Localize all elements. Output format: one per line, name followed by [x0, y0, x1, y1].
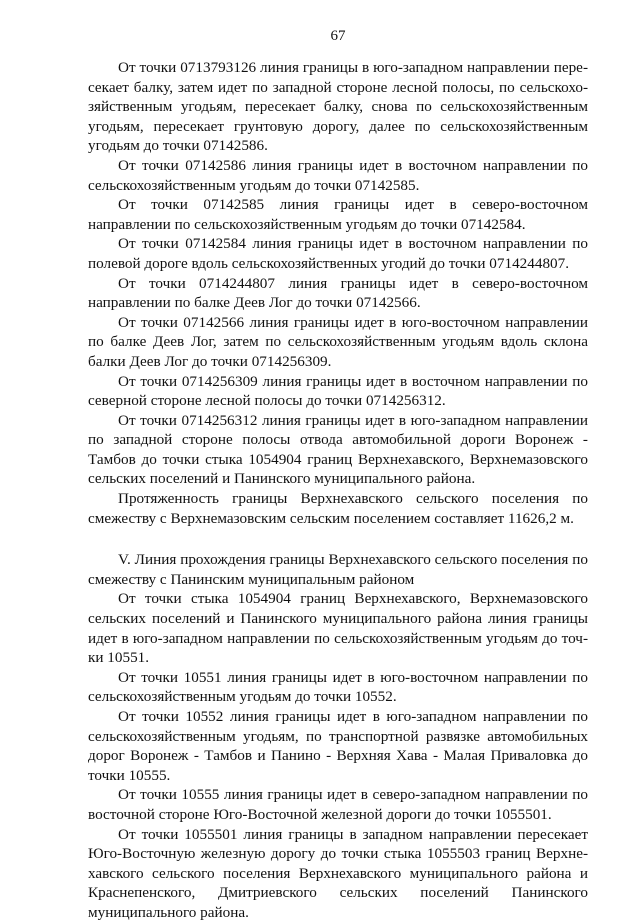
paragraph-top-4: От точки 07142584 линия границы идет в восточном направлении по полевой дороге вдоль сельскохозяйственных угодий до точки 0714244807. — [88, 235, 588, 272]
paragraph-top-3: От точки 07142585 линия границы идет в северо-восточном направлении по сельскохозяйственным угодьям до точки 07142584. — [88, 196, 588, 233]
paragraph-top-8: От точки 0714256312 линия границы идет в юго-западном направлении по западной стороне полосы отвода автомобильной дороги Воронеж - Тамбов до точки стыка 1054904 границ Верхнехавского, Верхнемазовского сельских поселений и Панинского муниципального района. — [88, 411, 588, 488]
paragraph-top-5: От точки 0714244807 линия границы идет в северо-восточном направлении по балке Деев Лог до точки 07142566. — [88, 274, 588, 312]
document-page — [88, 26, 588, 923]
paragraph-top-1: От точки 0713793126 линия границы в юго-западном направлении пересекает балку, затем идет по западной стороне лесной полосы, по сельскохозяйственным угодьям, пересекает балку, снова по сельскохозяйственным угодьям, пересекает грунтовую дорогу, далее по сельскохозяйственным угодьям до точки 07142586. — [88, 59, 588, 155]
paragraph-bottom-4: От точки 10555 линия границы идет в северо-западном направлении по восточной стороне Юго-Восточной железной дороги до точки 1055501. — [88, 786, 588, 823]
section-spacer — [88, 528, 588, 550]
paragraph-bottom-5: От точки 1055501 линия границы в западном направлении пересекает Юго-Восточную железную дорогу до точки стыка 1055503 границ Верхнехавского сельского поселения Верхнехавского муниципального района и Краснепенского, Дмитриевского сельских поселений Панинского муниципального района. — [88, 825, 588, 921]
section-heading: V. Линия прохождения границы Верхнехавского сельского поселения по смежеству с Панинским муниципальным районом — [88, 551, 588, 588]
boundary-length-paragraph: Протяженность границы Верхнехавского сельского поселения по смежеству с Верхнемазовским сельским поселением составляет 11626,2 м. — [88, 490, 588, 527]
paragraph-top-2: От точки 07142586 линия границы идет в восточном направлении по сельскохозяйственным угодьям до точки 07142585. — [88, 156, 588, 194]
page-number: 67 — [330, 28, 346, 44]
paragraph-bottom-3: От точки 10552 линия границы идет в юго-западном направлении по сельскохозяйственным угодьям, по транспортной развязке автомобильных дорог Воронеж - Тамбов и Панино - Верхняя Хава - Малая Приваловка до точки 10555. — [88, 708, 588, 784]
paragraph-top-7: От точки 0714256309 линия границы идет в восточном направлении по северной стороне лесной полосы до точки 0714256312. — [88, 372, 588, 410]
paragraph-top-6: От точки 07142566 линия границы идет в юго-восточном направлении по балке Деев Лог, затем по сельскохозяйственным угодьям вдоль склона балки Деев Лог до точки 0714256309. — [88, 313, 588, 370]
paragraph-bottom-2: От точки 10551 линия границы идет в юго-восточном направлении по сельскохозяйственным угодьям до точки 10552. — [88, 668, 588, 706]
paragraph-bottom-1: От точки стыка 1054904 границ Верхнехавского, Верхнемазовского сельских поселений и Панинского муниципального района линия границы идет в юго-западном направлении по сельскохозяйственным угодьям до точки 10551. — [88, 590, 588, 667]
